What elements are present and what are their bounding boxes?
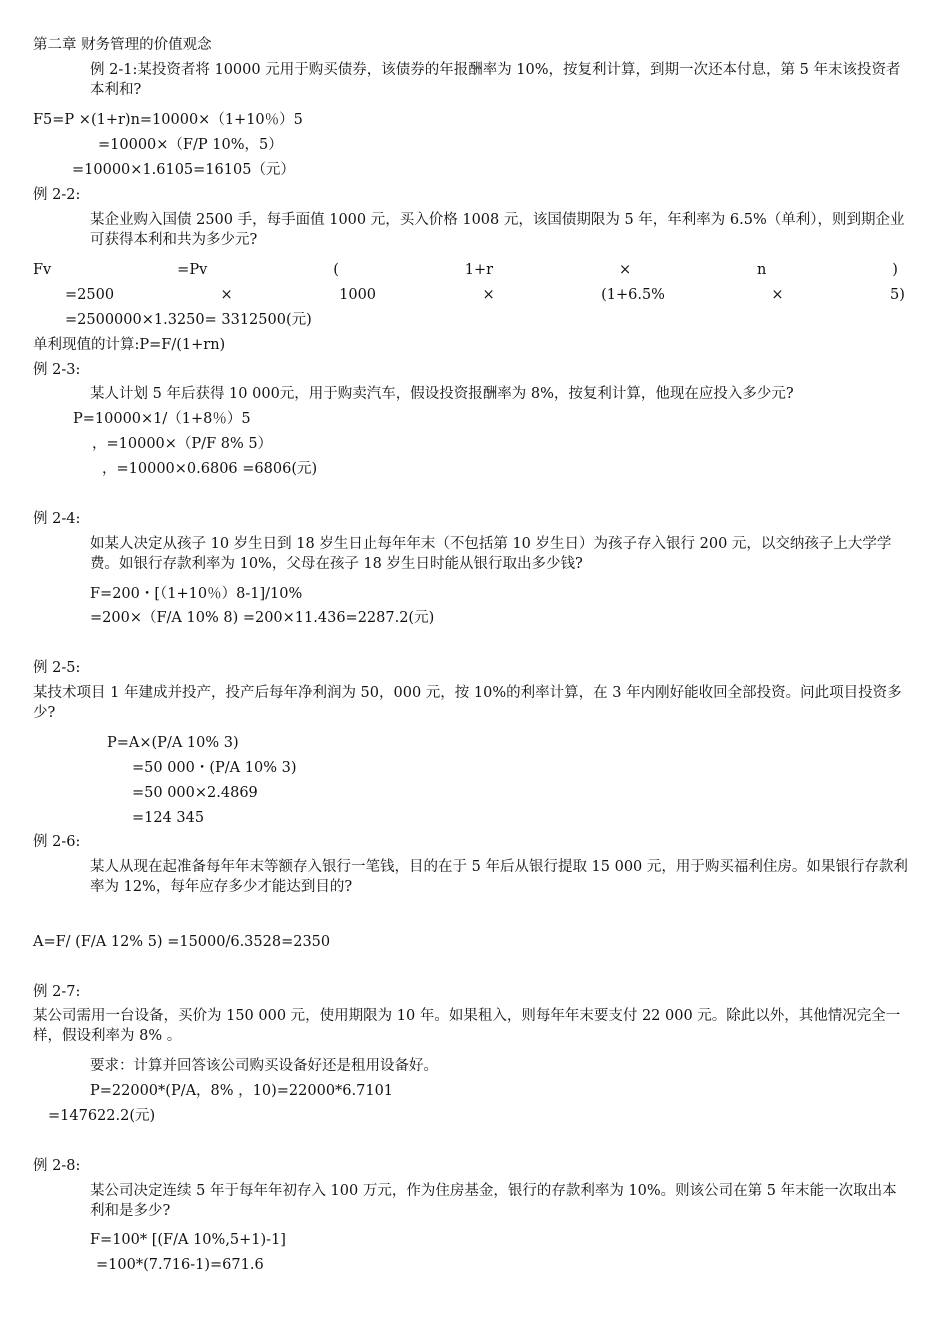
- example-2-7-label: 例 2-7:: [33, 984, 81, 1000]
- example-2-2-text: 某企业购入国债 2500 手，每手面值 1000 元，买入价格 1008 元，该国债期限为 5 年，年利率为 6.5%（单利），则到期企业可获得本利和共为多少元?: [90, 212, 905, 248]
- example-2-1-formula-1: F5=P ×(1+r)n=10000×（1+10％）5: [33, 112, 303, 128]
- formula-token: ×: [771, 287, 784, 303]
- formula-token: =Pv: [177, 262, 208, 278]
- example-2-5-formula-3: =50 000×2.4869: [132, 785, 258, 801]
- example-2-4-formula-2: =200×（F/A 10% 8) =200×11.436=2287.2(元): [90, 610, 435, 626]
- example-2-1-formula-3: =10000×1.6105=16105（元）: [72, 162, 295, 178]
- formula-token: ×: [220, 287, 233, 303]
- example-2-7-text: 某公司需用一台设备，买价为 150 000 元，使用期限为 10 年。如果租入，则每年年末要支付 22 000 元。除此以外，其他情况完全一样，假设利率为 8% 。: [33, 1008, 901, 1044]
- formula-token: 1000: [339, 287, 377, 303]
- example-2-8-label: 例 2-8:: [33, 1158, 81, 1174]
- example-2-3-label: 例 2-3:: [33, 362, 81, 378]
- formula-token: ): [892, 262, 898, 278]
- example-2-3-formula-1: P=10000×1/（1+8％）5: [73, 411, 251, 427]
- example-2-1-formula-2: =10000×（F/P 10%，5）: [98, 137, 283, 153]
- example-2-2-formula-3: =2500000×1.3250= 3312500(元): [65, 312, 312, 328]
- example-2-1-problem: [90, 60, 910, 100]
- formula-token: (: [333, 262, 339, 278]
- example-2-5-text: 某技术项目 1 年建成并投产，投产后每年净利润为 50，000 元，按 10%的利率计算，在 3 年内刚好能收回全部投资。问此项目投资多少?: [33, 685, 902, 721]
- formula-token: 1+r: [464, 262, 494, 278]
- example-2-8-text: 某公司决定连续 5 年于每年年初存入 100 万元，作为住房基金，银行的存款利率为 10%。则该公司在第 5 年末能一次取出本利和是多少?: [90, 1183, 897, 1219]
- example-2-8-formula-2: =100*(7.716-1)=671.6: [96, 1257, 264, 1273]
- formula-token: ×: [482, 287, 495, 303]
- example-2-6-label: 例 2-6:: [33, 834, 81, 850]
- example-2-1-text: 某投资者将 10000 元用于购买债券，该债券的年报酬率为 10%，按复利计算，到期一次还本付息，第 5 年末该投资者本利和?: [90, 62, 901, 98]
- example-2-7-formula-1: P=22000*(P/A，8% ，10)=22000*6.7101: [90, 1083, 394, 1099]
- simple-interest-pv-note: 单利现值的计算:P=F/(1+rn): [33, 337, 226, 353]
- example-2-5-formula-1: P=A×(P/A 10% 3): [107, 735, 239, 751]
- example-2-4-text: 如某人决定从孩子 10 岁生日到 18 岁生日止每年年末（不包括第 10 岁生日）为孩子存入银行 200 元，以交纳孩子上大学学费。如银行存款利率为 10%，父母在孩子 18 岁生日时能从银行取出多少钱?: [90, 536, 892, 572]
- example-2-1-label: 例 2-1:: [90, 62, 138, 78]
- example-2-4-formula-1: F=200・[（1+10％）8-1]/10%: [90, 586, 303, 602]
- chapter-title: 第二章 财务管理的价值观念: [33, 37, 212, 53]
- example-2-2-formula-2: [65, 285, 905, 305]
- example-2-8-formula-1: F=100* [(F/A 10%,5+1)-1]: [90, 1232, 286, 1248]
- formula-token: 5): [890, 287, 905, 303]
- example-2-7-requirement: 要求：计算并回答该公司购买设备好还是租用设备好。: [90, 1058, 438, 1074]
- example-2-4-label: 例 2-4:: [33, 511, 81, 527]
- example-2-7-formula-2: =147622.2(元): [48, 1108, 156, 1124]
- example-2-2-formula-1: [33, 260, 898, 280]
- example-2-5-formula-2: =50 000・(P/A 10% 3): [132, 760, 297, 776]
- formula-token: =2500: [65, 287, 115, 303]
- formula-token: Fv: [33, 262, 52, 278]
- example-2-2-label: 例 2-2:: [33, 187, 81, 203]
- formula-token: n: [757, 262, 767, 278]
- example-2-5-formula-4: =124 345: [132, 810, 205, 826]
- example-2-3-formula-3: ，=10000×0.6806 =6806(元): [102, 461, 318, 477]
- formula-token: (1+6.5%: [601, 287, 665, 303]
- example-2-6-formula: A=F/ (F/A 12% 5) =15000/6.3528=2350: [33, 934, 331, 950]
- example-2-5-label: 例 2-5:: [33, 660, 81, 676]
- example-2-3-formula-2: ，=10000×（P/F 8% 5）: [92, 436, 273, 452]
- formula-token: ×: [618, 262, 632, 278]
- example-2-3-text: 某人计划 5 年后获得 10 000元，用于购卖汽车，假设投资报酬率为 8%，按复利计算，他现在应投入多少元?: [90, 386, 794, 402]
- example-2-6-text: 某人从现在起准备每年年末等额存入银行一笔钱，目的在于 5 年后从银行提取 15 000 元，用于购买福利住房。如果银行存款利率为 12%，每年应存多少才能达到目的?: [90, 859, 908, 895]
